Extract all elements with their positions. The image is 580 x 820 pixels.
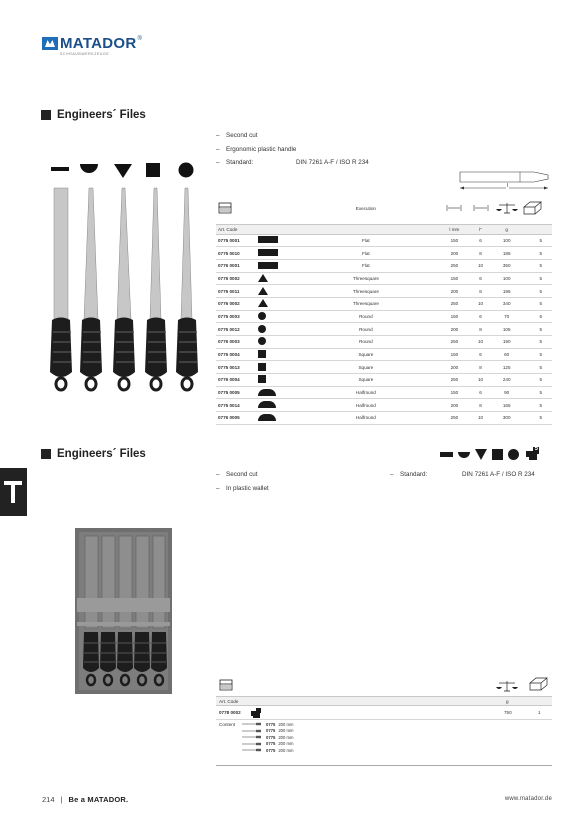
table-row: [216, 412, 552, 425]
square-profile-icon: [258, 350, 266, 358]
pack-qty: 1: [538, 710, 541, 715]
art-code: 0775 0012: [216, 323, 256, 336]
col-art-code: Art. Code: [219, 699, 239, 704]
profile-shape: [256, 272, 290, 285]
feature-item: – In plastic wallet: [216, 484, 269, 492]
content-item: [242, 747, 293, 754]
length-inch: 10: [467, 336, 493, 349]
set-content: [216, 720, 552, 766]
matador-m-icon: [42, 37, 58, 50]
length-inch: 6: [467, 272, 493, 285]
length-mm: 150: [441, 234, 467, 247]
pack-qty: 5: [520, 412, 552, 425]
weight-g: 60: [494, 348, 520, 361]
footer-url[interactable]: www.matador.de: [504, 796, 552, 802]
col-l-mm: l mm: [441, 224, 467, 234]
scale-weight-icon: [496, 680, 518, 692]
art-code: 0776 0002: [216, 297, 256, 310]
art-code: 0775 0014: [216, 399, 256, 412]
length-mm: 250: [441, 297, 467, 310]
art-code: 0776 0004: [216, 374, 256, 387]
weight-value: 750: [504, 710, 512, 715]
profile-shape: [256, 234, 290, 247]
profile-shape: [256, 247, 290, 260]
content-size: 200 mm: [278, 728, 294, 734]
art-code: 0775 0011: [216, 285, 256, 298]
table-row: [216, 399, 552, 412]
file-outline-icon: [242, 729, 262, 733]
table-row: [216, 336, 552, 349]
art-code: 0778 0002: [219, 710, 241, 715]
weight-g: 300: [494, 412, 520, 425]
half-profile-icon: [258, 389, 276, 396]
table-row: [216, 247, 552, 260]
execution: Square: [290, 374, 441, 387]
square-profile-icon: [258, 363, 266, 371]
pack-qty: 5: [520, 285, 552, 298]
weight-g: 125: [494, 361, 520, 374]
heading-square-icon: [41, 449, 51, 459]
content-code: 0775: [266, 741, 276, 747]
footer-separator: |: [60, 795, 63, 804]
execution: Halfround: [290, 412, 441, 425]
threesquare-profile-icon: [475, 449, 487, 460]
length-inch: 8: [467, 323, 493, 336]
length-mm: 250: [441, 412, 467, 425]
dimension-label: l: [507, 183, 509, 189]
package-box-icon: [522, 201, 542, 215]
col-art-code: Art. Code: [216, 224, 256, 234]
profile-shape: [256, 374, 290, 387]
pack-qty: 5: [520, 374, 552, 387]
length-mm: 250: [441, 374, 467, 387]
art-code: 0775 0001: [216, 234, 256, 247]
flat-profile-icon: [258, 236, 278, 243]
length-inch: 10: [467, 297, 493, 310]
length-inch: 10: [467, 374, 493, 387]
pack-qty: 5: [520, 386, 552, 399]
round-profile-icon: [258, 337, 266, 345]
length-mm: 150: [441, 348, 467, 361]
table-row: [216, 386, 552, 399]
section2-standard: – Standard: DIN 7261 A-F / ISO R 234: [390, 471, 535, 478]
pack-qty: 5: [520, 399, 552, 412]
content-label: Content: [219, 722, 236, 727]
length-mm: 200: [441, 285, 467, 298]
weight-g: 90: [494, 386, 520, 399]
table-row: [216, 706, 552, 720]
file-outline-icon: [242, 742, 262, 746]
table-header-labels: [216, 697, 552, 706]
art-code: 0775 0002: [216, 272, 256, 285]
round-profile-icon: [258, 325, 266, 333]
pack-qty: 5: [520, 234, 552, 247]
tri-profile-icon: [258, 287, 268, 295]
weight-g: 100: [494, 234, 520, 247]
table-row: [216, 361, 552, 374]
pack-qty: 5: [520, 310, 552, 323]
length-inch: 8: [467, 399, 493, 412]
execution: Square: [290, 348, 441, 361]
execution: Flat: [290, 259, 441, 272]
length-inch: 6: [467, 234, 493, 247]
profile-shape: [256, 336, 290, 349]
table-row: [216, 310, 552, 323]
file-set-wallet-photo: [75, 528, 172, 694]
pack-qty: 5: [520, 297, 552, 310]
execution: Round: [290, 310, 441, 323]
profile-shape: [256, 348, 290, 361]
chapter-tab: [0, 468, 27, 516]
art-code: 0775 0013: [216, 361, 256, 374]
feature-item: – Second cut: [216, 132, 258, 139]
weight-g: 190: [494, 336, 520, 349]
footer-slogan: Be a MATADOR.: [68, 795, 129, 804]
content-size: 200 mm: [278, 721, 294, 727]
table-row: [216, 348, 552, 361]
execution-header: Execution: [290, 193, 441, 224]
table-header-icons: [216, 673, 552, 697]
profile-shape: [256, 285, 290, 298]
matador-logo: [42, 36, 142, 56]
weight-g: 240: [494, 374, 520, 387]
weight-g: 70: [494, 310, 520, 323]
flat-profile-icon: [258, 262, 278, 269]
profile-shape: [256, 412, 290, 425]
table-row: [216, 272, 552, 285]
section1-title: Engineers´ Files: [57, 109, 146, 121]
flat-profile-icon: [258, 249, 278, 256]
table-header-icons: [216, 193, 552, 224]
pack-qty: 5: [520, 336, 552, 349]
file-outline-icon: [242, 748, 262, 752]
art-code: 0776 0003: [216, 336, 256, 349]
file-teeth-icon: [219, 679, 233, 691]
heading-square-icon: [41, 110, 51, 120]
execution: Round: [290, 323, 441, 336]
feature-item: – Ergonomic plastic handle: [216, 145, 297, 153]
pack-qty: 5: [520, 323, 552, 336]
content-code: 0775: [266, 747, 276, 753]
table-row: [216, 234, 552, 247]
weight-g: 340: [494, 297, 520, 310]
file-outline-icon: [242, 722, 262, 726]
art-code: 0775 0010: [216, 247, 256, 260]
feature-item: – Second cut: [216, 471, 258, 478]
table-row: [216, 374, 552, 387]
content-code: 0775: [266, 728, 276, 734]
table-row: [216, 297, 552, 310]
content-size: 200 mm: [278, 741, 294, 747]
pack-qty: 5: [520, 259, 552, 272]
execution: Round: [290, 336, 441, 349]
profile-shape: [256, 297, 290, 310]
half-profile-icon: [258, 414, 276, 421]
pack-qty: 5: [520, 247, 552, 260]
table-row: [216, 323, 552, 336]
profile-shape: [256, 386, 290, 399]
length-mm: 200: [441, 323, 467, 336]
weight-g: 185: [494, 247, 520, 260]
execution: Threesquare: [290, 285, 441, 298]
col-l-inch: l": [467, 224, 493, 234]
length-inch: 6: [467, 348, 493, 361]
weight-g: 105: [494, 323, 520, 336]
art-code: 0776 0005: [216, 412, 256, 425]
weight-g: 100: [494, 272, 520, 285]
length-mm-icon: [446, 205, 462, 211]
set-count-icon: [524, 447, 539, 462]
length-inch: 6: [467, 310, 493, 323]
brand-subtitle: SCHRAUBWERKZEUGE: [60, 52, 110, 56]
col-g: g: [494, 224, 520, 234]
weight-g: 165: [494, 399, 520, 412]
length-mm: 250: [441, 259, 467, 272]
length-inch: 10: [467, 259, 493, 272]
weight-g: 195: [494, 285, 520, 298]
brand-name: MATADOR: [60, 35, 137, 52]
feature-item: – Standard: DIN 7261 A-F / ISO R 234: [216, 159, 369, 166]
pack-qty: 5: [520, 361, 552, 374]
length-inch: 10: [467, 412, 493, 425]
set-count: 5: [534, 446, 538, 452]
length-mm: 250: [441, 336, 467, 349]
art-code: 0775 0005: [216, 386, 256, 399]
registered-mark: ®: [137, 36, 142, 42]
art-code: 0775 0004: [216, 348, 256, 361]
section1-features: [216, 129, 369, 170]
pack-qty: 5: [520, 348, 552, 361]
round-profile-icon: [508, 449, 519, 460]
package-box-icon: [528, 677, 548, 691]
weight-g: 350: [494, 259, 520, 272]
profile-shape: [256, 361, 290, 374]
profile-shape: [256, 323, 290, 336]
execution: Halfround: [290, 399, 441, 412]
content-size: 200 mm: [278, 734, 294, 740]
col-g: g: [506, 699, 509, 704]
execution: Flat: [290, 234, 441, 247]
execution: Threesquare: [290, 272, 441, 285]
section1-heading: [41, 109, 146, 121]
scale-weight-icon: [496, 202, 518, 214]
round-profile-icon: [258, 312, 266, 320]
section2-features: [216, 468, 269, 495]
content-size: 200 mm: [278, 747, 294, 753]
set-count-icon: [250, 708, 261, 719]
profile-shape: [256, 259, 290, 272]
execution: Halfround: [290, 386, 441, 399]
length-mm: 200: [441, 361, 467, 374]
length-mm: 200: [441, 247, 467, 260]
table-row: [216, 285, 552, 298]
file-teeth-icon: [218, 202, 232, 214]
profile-shape: [256, 310, 290, 323]
execution: Flat: [290, 247, 441, 260]
profile-shape: [256, 399, 290, 412]
length-mm: 150: [441, 272, 467, 285]
file-outline-icon: [242, 735, 262, 739]
pack-qty: 5: [520, 272, 552, 285]
table-row: [216, 259, 552, 272]
section2-heading: [41, 448, 146, 460]
square-profile-icon: [258, 375, 266, 383]
length-inch: 8: [467, 361, 493, 374]
halfround-profile-icon: [458, 452, 470, 458]
art-code: 0776 0001: [216, 259, 256, 272]
content-code: 0775: [266, 721, 276, 727]
execution: Square: [290, 361, 441, 374]
footer-left: [42, 795, 128, 804]
file-set-table: [216, 673, 552, 766]
table-header-labels: [216, 224, 552, 234]
tri-profile-icon: [258, 274, 268, 282]
page-number: 214: [42, 795, 55, 804]
execution: Threesquare: [290, 297, 441, 310]
length-inch: 8: [467, 247, 493, 260]
length-inch-icon: [473, 205, 489, 211]
half-profile-icon: [258, 401, 276, 408]
files-spec-table: [216, 193, 552, 425]
section2-title: Engineers´ Files: [57, 448, 146, 460]
length-mm: 200: [441, 399, 467, 412]
length-inch: 8: [467, 285, 493, 298]
square-profile-icon: [492, 449, 503, 460]
art-code: 0775 0003: [216, 310, 256, 323]
length-mm: 150: [441, 310, 467, 323]
tri-profile-icon: [258, 299, 268, 307]
files-product-photo: [42, 150, 200, 400]
flat-profile-icon: [440, 452, 453, 457]
length-mm: 150: [441, 386, 467, 399]
section2-profile-shapes: [440, 447, 539, 462]
length-inch: 6: [467, 386, 493, 399]
content-code: 0775: [266, 734, 276, 740]
